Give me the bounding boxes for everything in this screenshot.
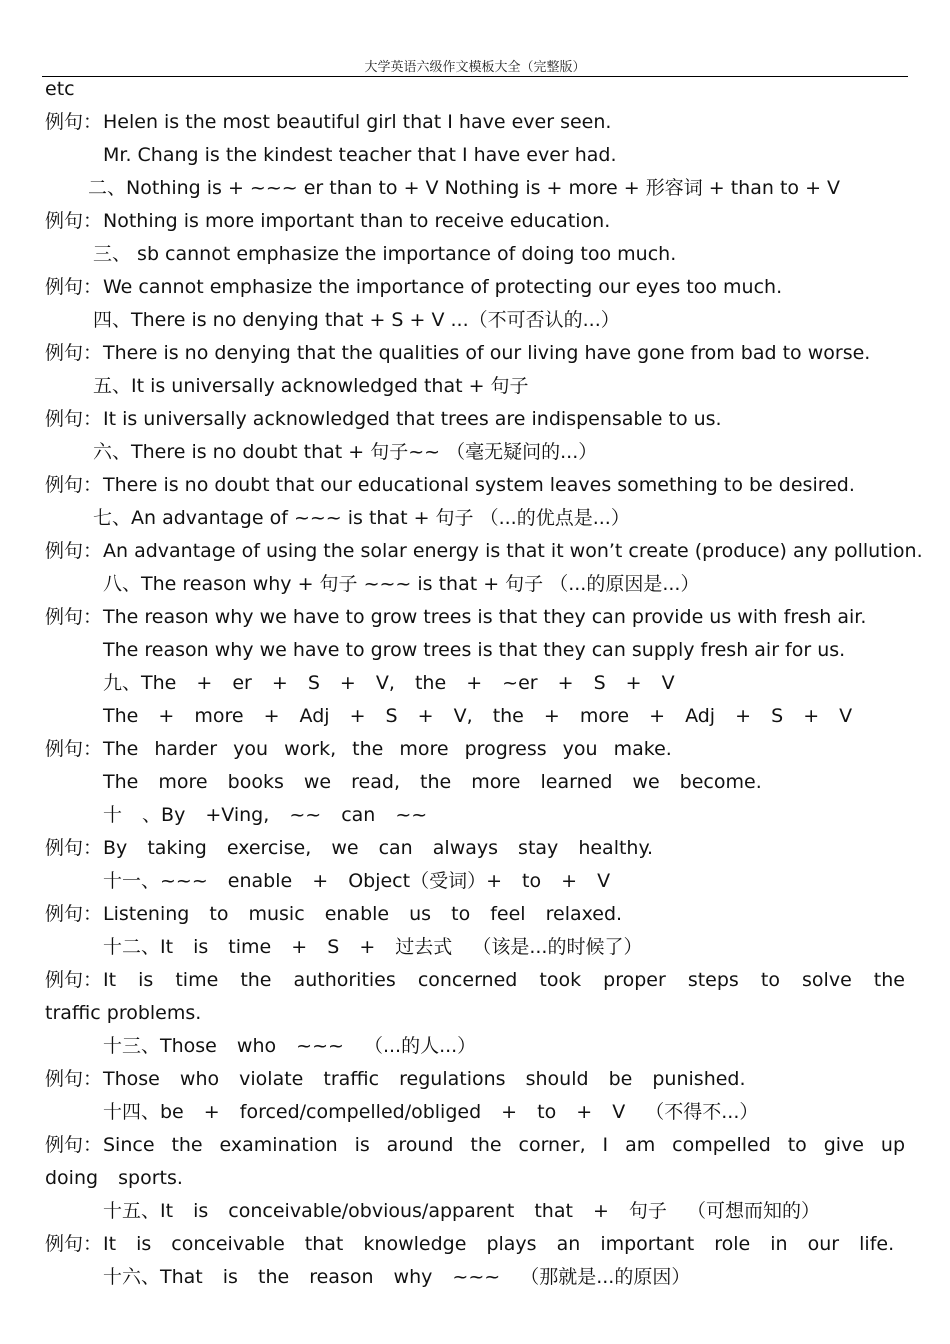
line-text: Nothing is more important than to receive education.	[103, 210, 611, 232]
pattern-line	[0, 172, 950, 205]
example-label: 例句：	[45, 738, 103, 760]
pattern-line	[0, 370, 950, 403]
example-label: 例句：	[45, 1134, 103, 1156]
pattern-text: 八、The reason why + 句子 ~~~ is that + 句子 （...的原因是...）	[103, 573, 700, 595]
example-line	[0, 106, 950, 139]
pattern-line	[0, 502, 950, 535]
pattern-line	[0, 1030, 950, 1063]
pattern-line	[0, 1096, 950, 1129]
example-line	[0, 1129, 950, 1162]
example-label: 例句：	[45, 969, 103, 991]
line-text: doing sports.	[45, 1167, 183, 1189]
line-text: We cannot emphasize the importance of protecting our eyes too much.	[103, 276, 783, 298]
text-line	[0, 1162, 950, 1195]
example-line	[0, 535, 950, 568]
text-line	[0, 766, 950, 799]
line-text: Those who violate traffic regulations should be punished.	[103, 1068, 746, 1090]
pattern-text: 二、Nothing is + ~~~ er than to + V Nothing is + more + 形容词 + than to + V	[88, 177, 841, 199]
example-label: 例句：	[45, 210, 103, 232]
pattern-text: 十五、It is conceivable/obvious/apparent that + 句子 （可想而知的）	[103, 1200, 820, 1222]
text-line	[0, 634, 950, 667]
text-line	[0, 997, 950, 1030]
example-label: 例句：	[45, 540, 103, 562]
pattern-text: 七、An advantage of ~~~ is that + 句子 （...的优点是...）	[93, 507, 630, 529]
example-line	[0, 898, 950, 931]
pattern-text: 六、There is no doubt that + 句子~~ （毫无疑问的...）	[93, 441, 598, 463]
line-text: Listening to music enable us to feel relaxed.	[103, 903, 623, 925]
example-line	[0, 733, 950, 766]
pattern-line	[0, 238, 950, 271]
pattern-text: 十 、By +Ving, ~~ can ~~	[103, 804, 428, 826]
pattern-text: 十六、That is the reason why ~~~ （那就是...的原因）	[103, 1266, 691, 1288]
example-line	[0, 1228, 950, 1261]
pattern-text: 十四、be + forced/compelled/obliged + to + V （不得不...）	[103, 1101, 759, 1123]
example-line	[0, 403, 950, 436]
pattern-line	[0, 667, 950, 700]
example-label: 例句：	[45, 1233, 103, 1255]
pattern-line	[0, 1195, 950, 1228]
line-text: There is no denying that the qualities of our living have gone from bad to worse.	[103, 342, 871, 364]
pattern-line	[0, 1261, 950, 1294]
line-text: There is no doubt that our educational system leaves something to be desired.	[103, 474, 855, 496]
text-line	[0, 139, 950, 172]
line-text: etc	[45, 78, 75, 100]
line-text: It is time the authorities concerned took proper steps to solve the	[103, 969, 905, 991]
example-label: 例句：	[45, 837, 103, 859]
pattern-text: 十三、Those who ~~~ （...的人...）	[103, 1035, 477, 1057]
example-line	[0, 964, 950, 997]
example-line	[0, 832, 950, 865]
example-label: 例句：	[45, 1068, 103, 1090]
line-text: The reason why we have to grow trees is that they can supply fresh air for us.	[103, 639, 846, 661]
example-label: 例句：	[45, 408, 103, 430]
example-line	[0, 337, 950, 370]
line-text: traffic problems.	[45, 1002, 202, 1024]
example-label: 例句：	[45, 606, 103, 628]
example-line	[0, 601, 950, 634]
pattern-line	[0, 931, 950, 964]
pattern-text: 五、It is universally acknowledged that + 句子	[93, 375, 529, 397]
example-label: 例句：	[45, 903, 103, 925]
pattern-text: 九、The + er + S + V, the + ~er + S + V	[103, 672, 675, 694]
text-line	[0, 73, 950, 106]
example-line	[0, 1063, 950, 1096]
pattern-line	[0, 568, 950, 601]
example-line	[0, 271, 950, 304]
example-line	[0, 469, 950, 502]
example-label: 例句：	[45, 276, 103, 298]
pattern-line	[0, 700, 950, 733]
example-line	[0, 205, 950, 238]
pattern-text: 十二、It is time + S + 过去式 （该是...的时候了）	[103, 936, 643, 958]
line-text: The reason why we have to grow trees is that they can provide us with fresh air.	[103, 606, 867, 628]
pattern-line	[0, 799, 950, 832]
line-text: The harder you work, the more progress you make.	[103, 738, 672, 760]
example-label: 例句：	[45, 474, 103, 496]
line-text: Since the examination is around the corner, I am compelled to give up	[103, 1134, 905, 1156]
pattern-text: 四、There is no denying that + S + V ...（不可否认的...）	[93, 309, 620, 331]
line-text: The more books we read, the more learned we become.	[103, 771, 762, 793]
example-label: 例句：	[45, 342, 103, 364]
pattern-text: 三、 sb cannot emphasize the importance of doing too much.	[93, 243, 677, 265]
line-text: Mr. Chang is the kindest teacher that I have ever had.	[103, 144, 617, 166]
pattern-line	[0, 436, 950, 469]
line-text: An advantage of using the solar energy is that it won’t create (produce) any pollution.	[103, 540, 923, 562]
pattern-line	[0, 304, 950, 337]
page-header-title: 大学英语六级作文模板大全（完整版）	[364, 60, 586, 75]
example-label: 例句：	[45, 111, 103, 133]
pattern-text: 十一、~~~ enable + Object（受词）+ to + V	[103, 870, 611, 892]
line-text: It is conceivable that knowledge plays an important role in our life.	[103, 1233, 895, 1255]
line-text: Helen is the most beautiful girl that I have ever seen.	[103, 111, 612, 133]
pattern-text: The + more + Adj + S + V, the + more + Adj + S + V	[103, 705, 853, 727]
line-text: By taking exercise, we can always stay healthy.	[103, 837, 654, 859]
line-text: It is universally acknowledged that trees are indispensable to us.	[103, 408, 722, 430]
pattern-line	[0, 865, 950, 898]
